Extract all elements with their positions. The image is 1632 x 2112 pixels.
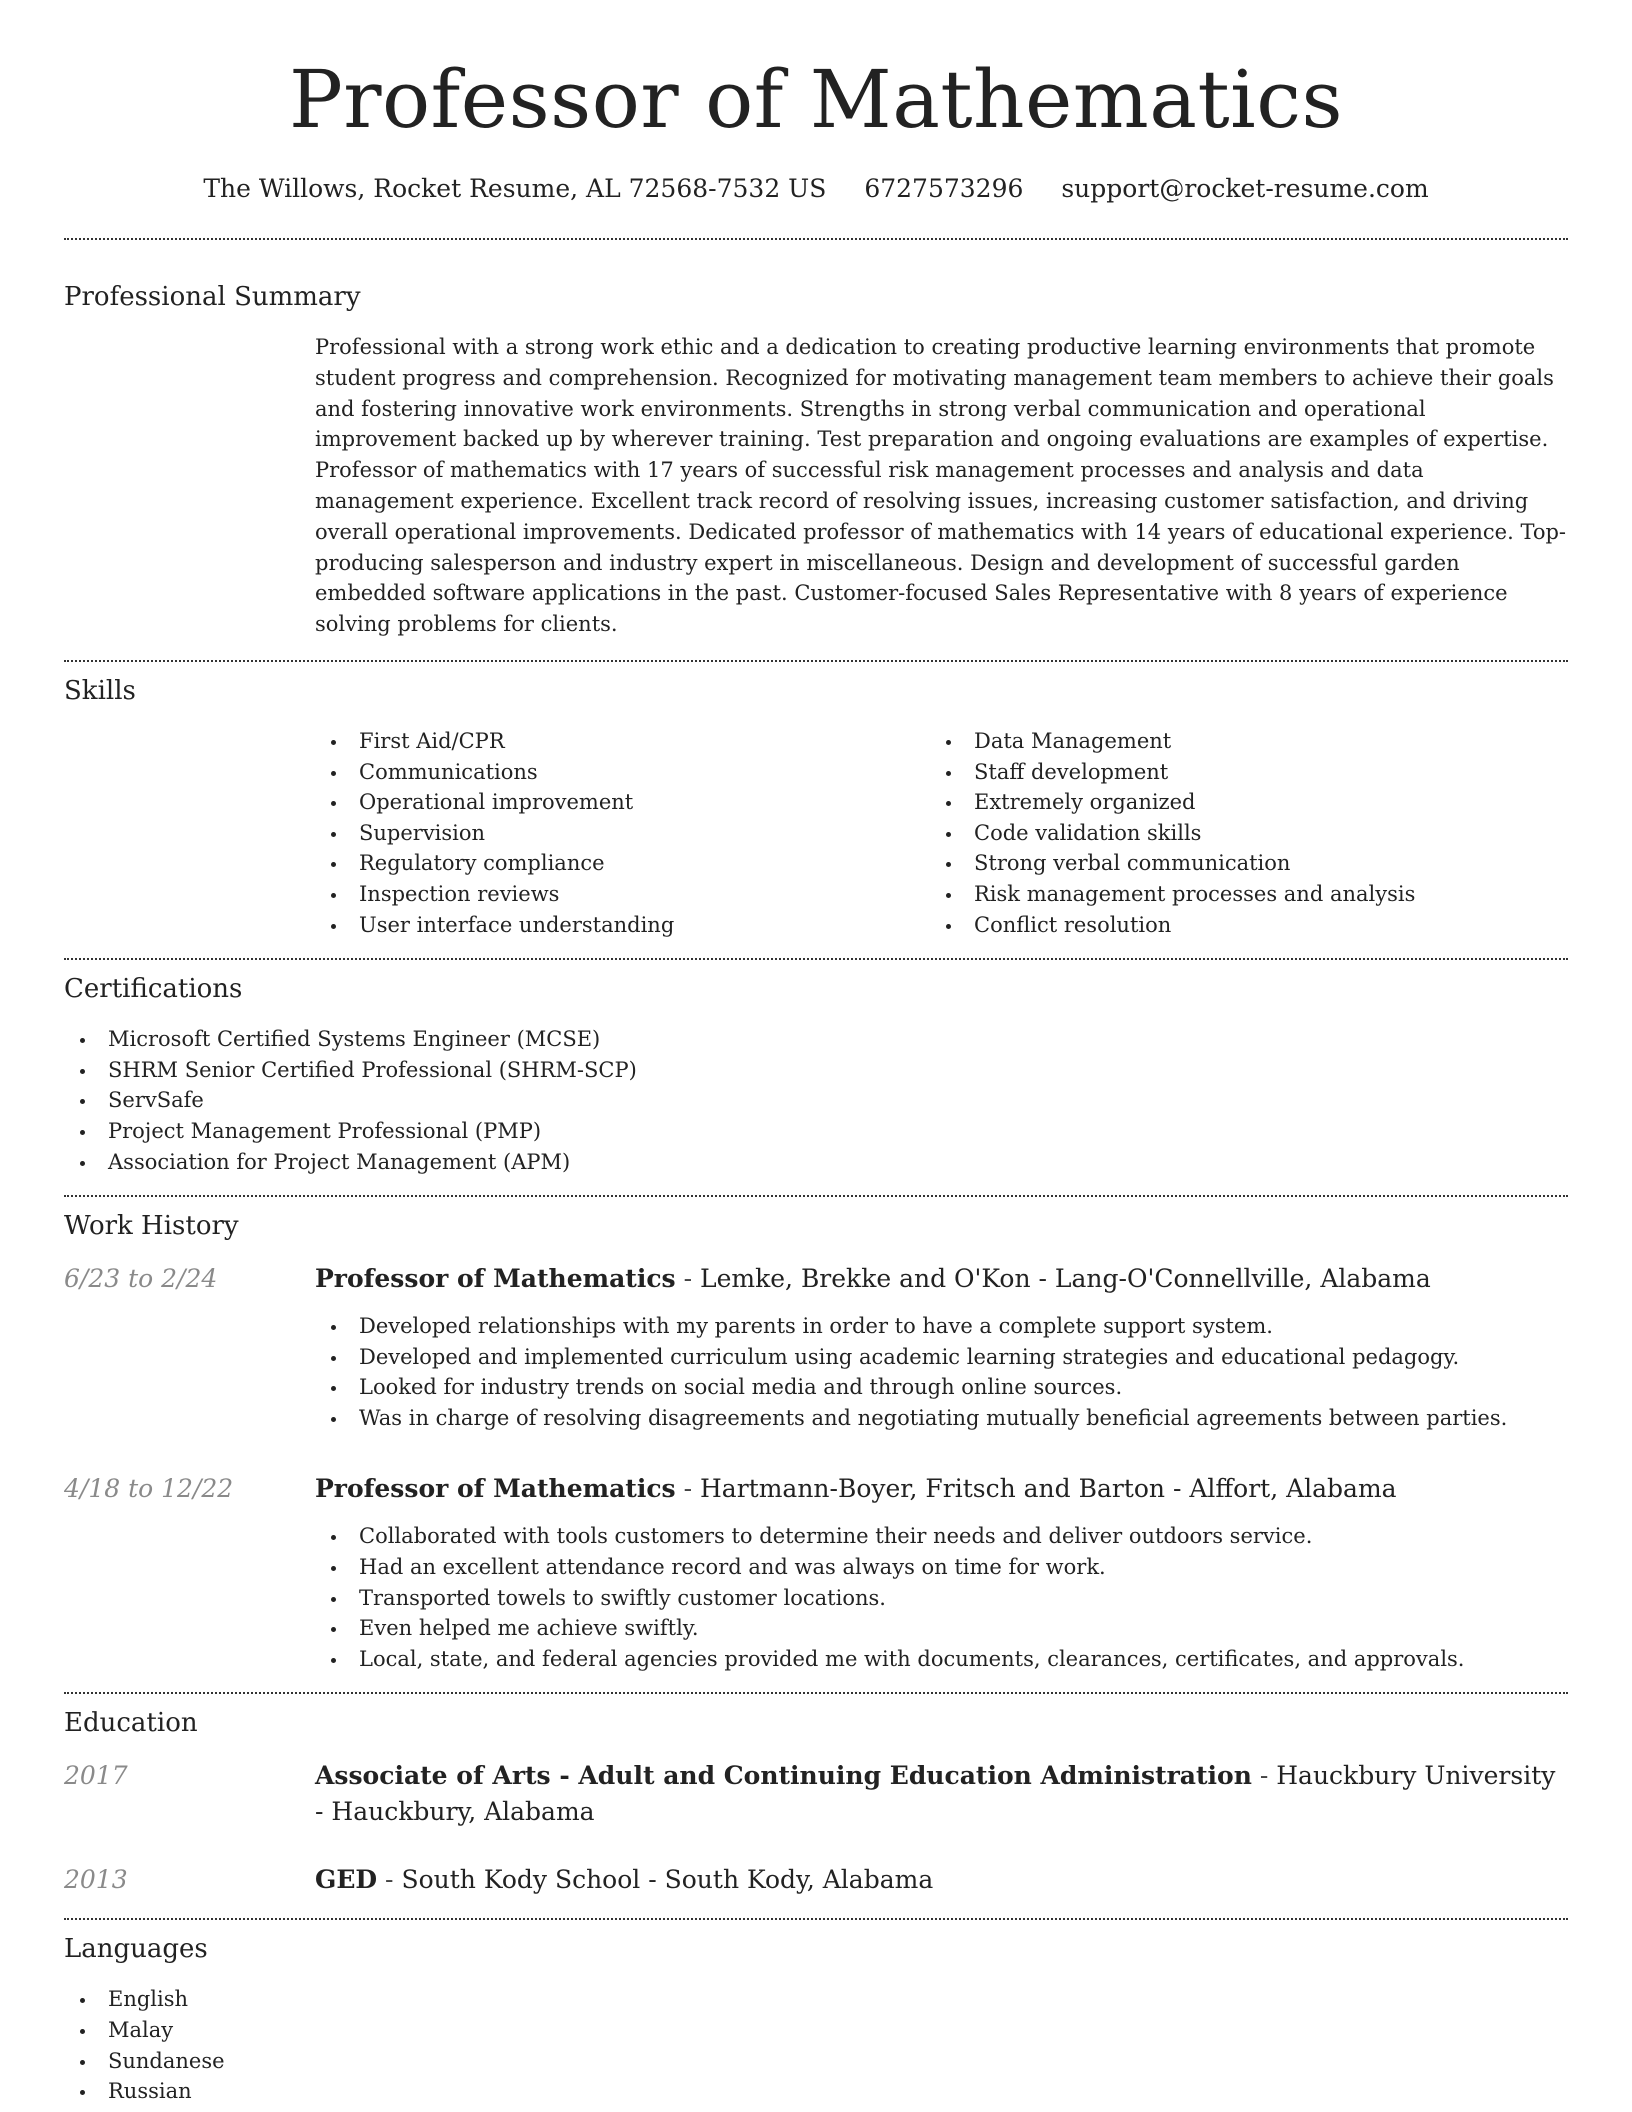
certification-item: Association for Project Management (APM) [64, 1147, 1568, 1178]
summary-heading: Professional Summary [64, 282, 361, 312]
skills-column-right [930, 726, 1545, 940]
skill-item: Operational improvement [315, 787, 930, 818]
work-history-heading: Work History [64, 1211, 239, 1242]
section-divider [64, 1195, 1568, 1197]
job-bullet: Local, state, and federal agencies provided me with documents, clearances, certificates, and approvals. [315, 1644, 1568, 1675]
certifications-heading: Certifications [64, 974, 243, 1005]
resume-page [64, 0, 1568, 2107]
job-bullets [315, 1521, 1568, 1674]
education-year: 2017 [64, 1761, 128, 1791]
skill-item: Conflict resolution [930, 910, 1545, 941]
education-degree: GED [315, 1865, 378, 1895]
contact-email: support@rocket-resume.com [1061, 174, 1429, 203]
education-title-line: Associate of Arts - Adult and Continuing Education Administration - Hauckbury University - Hauckbury, Alabama [315, 1761, 1556, 1827]
job-bullet: Was in charge of resolving disagreements and negotiating mutually beneficial agreements between parties. [315, 1403, 1568, 1434]
skill-item: Regulatory compliance [315, 848, 930, 879]
education-school: South Kody School - South Kody, Alabama [401, 1865, 934, 1895]
education-title-line: GED - South Kody School - South Kody, Alabama [315, 1865, 934, 1895]
section-divider [64, 1918, 1568, 1920]
contact-line [64, 172, 1568, 206]
skill-item: Extremely organized [930, 787, 1545, 818]
language-item: Sundanese [64, 2046, 1568, 2077]
job-bullet: Developed relationships with my parents in order to have a complete support system. [315, 1311, 1568, 1342]
skill-item: Supervision [315, 818, 930, 849]
job-dates: 4/18 to 12/22 [64, 1474, 234, 1504]
skill-item: Staff development [930, 757, 1545, 788]
skill-item: User interface understanding [315, 910, 930, 941]
education-degree: Associate of Arts - Adult and Continuing Education Administration [315, 1761, 1252, 1791]
job-entry [64, 1261, 1568, 1433]
skills-heading: Skills [64, 675, 136, 706]
section-divider [64, 238, 1568, 240]
skill-item: First Aid/CPR [315, 726, 930, 757]
section-divider [64, 958, 1568, 960]
job-bullet: Transported towels to swiftly customer locations. [315, 1583, 1568, 1614]
skill-item: Inspection reviews [315, 879, 930, 910]
summary-text: Professional with a strong work ethic and a dedication to creating productive learning environments that promote student progress and comprehension. Recognized for motivating management team members to achieve their goals and fostering innovative work environments. Strengths in strong verbal communication and operational improvement backed up by wherever training. Test preparation and ongoing evaluations are examples of expertise. Professor of mathematics with 17 years of successful risk management processes and analysis and data management experience. Excellent track record of resolving issues, increasing customer satisfaction, and driving overall operational improvements. Dedicated professor of mathematics with 14 years of educational experience. Top-producing salesperson and industry expert in miscellaneous. Design and development of successful garden embedded software applications in the past. Customer-focused Sales Representative with 8 years of experience solving problems for clients. [315, 335, 1567, 637]
education-heading: Education [64, 1708, 198, 1739]
contact-address: The Willows, Rocket Resume, AL 72568-7532 US [203, 174, 827, 203]
skill-item: Code validation skills [930, 818, 1545, 849]
skill-item: Communications [315, 757, 930, 788]
job-entry [64, 1471, 1568, 1674]
education-entry [64, 1758, 1568, 1830]
skill-item: Strong verbal communication [930, 848, 1545, 879]
section-divider [64, 660, 1568, 662]
languages-list [64, 1984, 1568, 2106]
skills-list [315, 726, 1568, 940]
job-title-line: Professor of Mathematics - Lemke, Brekke and O'Kon - Lang-O'Connellville, Alabama [315, 1264, 1431, 1294]
job-bullets [315, 1311, 1568, 1433]
resume-header [64, 0, 1568, 206]
certification-item: SHRM Senior Certified Professional (SHRM-SCP) [64, 1055, 1568, 1086]
certification-item: Project Management Professional (PMP) [64, 1116, 1568, 1147]
job-body [315, 1471, 1568, 1674]
job-details: Lemke, Brekke and O'Kon - Lang-O'Connellville, Alabama [700, 1264, 1431, 1294]
language-item: Malay [64, 2015, 1568, 2046]
job-details: Hartmann-Boyer, Fritsch and Barton - Alffort, Alabama [700, 1474, 1397, 1504]
language-item: Russian [64, 2076, 1568, 2107]
skills-column-left [315, 726, 930, 940]
education-body [315, 1862, 1568, 1898]
job-role: Professor of Mathematics [315, 1264, 676, 1294]
education-school: Hauckbury University - Hauckbury, Alabama [315, 1761, 1556, 1827]
job-dates: 6/23 to 2/24 [64, 1264, 218, 1294]
certification-item: ServSafe [64, 1085, 1568, 1116]
job-bullet: Even helped me achieve swiftly. [315, 1613, 1568, 1644]
certification-item: Microsoft Certified Systems Engineer (MCSE) [64, 1024, 1568, 1055]
job-role: Professor of Mathematics [315, 1474, 676, 1504]
job-title-line: Professor of Mathematics - Hartmann-Boyer, Fritsch and Barton - Alffort, Alabama [315, 1474, 1397, 1504]
job-bullet: Developed and implemented curriculum using academic learning strategies and educational pedagogy. [315, 1342, 1568, 1373]
job-bullet: Looked for industry trends on social media and through online sources. [315, 1372, 1568, 1403]
contact-phone: 6727573296 [864, 174, 1024, 203]
languages-heading: Languages [64, 1934, 208, 1965]
candidate-name: Professor of Mathematics [288, 53, 1344, 146]
job-bullet: Had an excellent attendance record and was always on time for work. [315, 1552, 1568, 1583]
certifications-list [64, 1024, 1568, 1177]
language-item: English [64, 1984, 1568, 2015]
education-body [315, 1758, 1568, 1830]
education-entry [64, 1862, 1568, 1898]
education-year: 2013 [64, 1865, 128, 1895]
section-divider [64, 1692, 1568, 1694]
skill-item: Risk management processes and analysis [930, 879, 1545, 910]
skill-item: Data Management [930, 726, 1545, 757]
job-body [315, 1261, 1568, 1433]
job-bullet: Collaborated with tools customers to determine their needs and deliver outdoors service. [315, 1521, 1568, 1552]
